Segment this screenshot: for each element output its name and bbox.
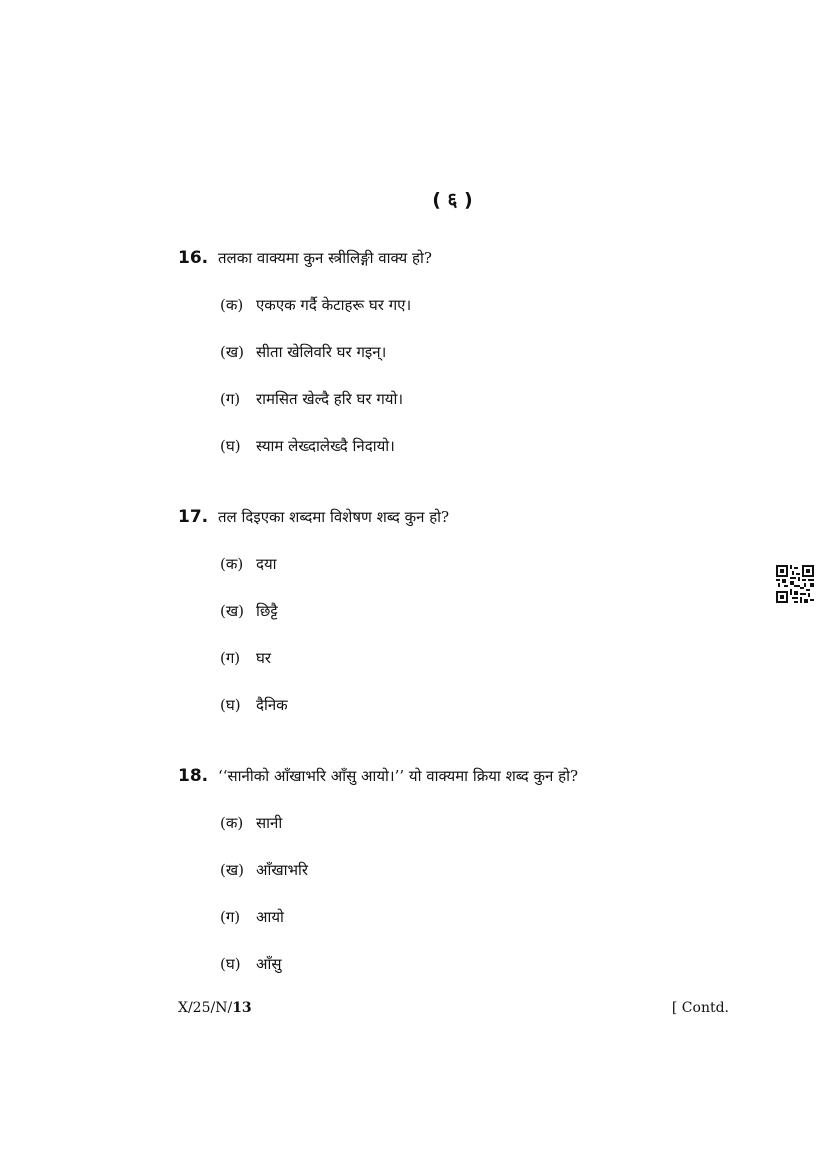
option-text: स्याम लेख्दालेख्दै निदायो। bbox=[256, 437, 395, 455]
option-ga bbox=[178, 644, 778, 672]
option-gha bbox=[178, 432, 778, 460]
paper-code bbox=[178, 1000, 252, 1016]
page-number: ( ६ ) bbox=[432, 189, 473, 211]
option-label: (ख) bbox=[220, 343, 244, 361]
question-number: 16. bbox=[178, 248, 209, 268]
qr-code-icon bbox=[776, 565, 814, 603]
option-gha bbox=[178, 691, 778, 719]
option-label: (ग) bbox=[220, 908, 241, 926]
option-text: घर bbox=[256, 649, 272, 667]
option-text: छिट्टै bbox=[256, 602, 278, 620]
option-text: एकएक गर्दै केटाहरू घर गए। bbox=[256, 296, 412, 314]
option-text: दैनिक bbox=[256, 696, 288, 714]
option-text: सानी bbox=[256, 814, 283, 832]
question-18 bbox=[178, 762, 778, 978]
option-text: आयो bbox=[256, 908, 284, 926]
option-kha bbox=[178, 597, 778, 625]
options-list bbox=[178, 291, 778, 460]
option-text: सीता खेलिवरि घर गइन्। bbox=[256, 343, 387, 361]
option-text: आँसु bbox=[256, 955, 282, 973]
question-text: तलका वाक्यमा कुन स्त्रीलिङ्गी वाक्य हो? bbox=[218, 249, 432, 267]
option-label: (ग) bbox=[220, 649, 241, 667]
option-label: (ख) bbox=[220, 861, 244, 879]
paper-code-number: 13 bbox=[232, 1000, 252, 1016]
question-text: तल दिइएका शब्दमा विशेषण शब्द कुन हो? bbox=[218, 508, 450, 526]
options-list bbox=[178, 809, 778, 978]
option-ka bbox=[178, 550, 778, 578]
question-17 bbox=[178, 503, 778, 719]
option-text: दया bbox=[256, 555, 277, 573]
option-kha bbox=[178, 338, 778, 366]
paper-code-prefix: X/25/N/ bbox=[178, 1000, 233, 1016]
option-ka bbox=[178, 291, 778, 319]
option-label: (ख) bbox=[220, 602, 244, 620]
option-gha bbox=[178, 950, 778, 978]
question-text: ‘‘सानीको आँखाभरि आँसु आयो।’’ यो वाक्यमा क्रिया शब्द कुन हो? bbox=[218, 767, 579, 785]
question-number: 17. bbox=[178, 507, 209, 527]
option-kha bbox=[178, 856, 778, 884]
option-label: (घ) bbox=[220, 955, 241, 973]
question-number: 18. bbox=[178, 766, 209, 786]
option-ga bbox=[178, 385, 778, 413]
option-label: (क) bbox=[220, 296, 244, 314]
option-label: (घ) bbox=[220, 696, 241, 714]
option-text: रामसित खेल्दै हरि घर गयो। bbox=[256, 390, 404, 408]
option-text: आँखाभरि bbox=[256, 861, 309, 879]
option-label: (क) bbox=[220, 814, 244, 832]
option-label: (ग) bbox=[220, 390, 241, 408]
question-16 bbox=[178, 244, 778, 460]
option-label: (क) bbox=[220, 555, 244, 573]
option-ga bbox=[178, 903, 778, 931]
option-ka bbox=[178, 809, 778, 837]
option-label: (घ) bbox=[220, 437, 241, 455]
options-list bbox=[178, 550, 778, 719]
continued-label: [ Contd. bbox=[671, 1000, 729, 1016]
